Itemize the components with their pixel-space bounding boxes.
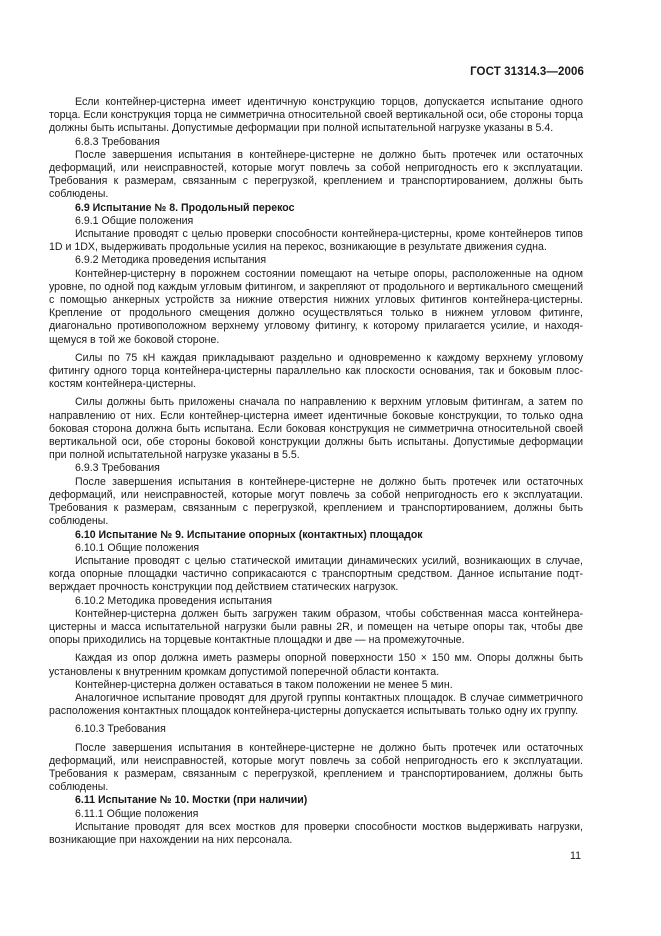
paragraph: Силы по 75 кН каждая прикладывают раздельно и одновременно к каждому верхнему угловому фитингу одного торца контейнера-цистерны параллельно как плоскости основания, так и боковым плоскостям контейнера-цистерны. — [49, 351, 583, 391]
paragraph: Испытание проводят для всех мостков для проверки способности мостков выдерживать нагрузки, возникающие при нахождении на них персонала. — [49, 820, 583, 846]
paragraph: Контейнер-цистерна должен оставаться в таком положении не менее 5 мин. — [75, 678, 453, 691]
subsection-heading: 6.9.3 Требования — [75, 462, 160, 475]
subsection-heading: 6.11.1 Общие положения — [75, 807, 199, 820]
standard-header: ГОСТ 31314.3—2006 — [470, 66, 584, 78]
paragraph: Контейнер-цистерну в порожнем состоянии помещают на четыре опоры, расположенные на одном уровне, по одной под каждым угловым фитингом, и закрепляют от продольного и вертикального смещений с помощью анкерных устройств за нижние отверстия нижних угловых фитингов контейнера-цистерны. Крепление от продольного смещения должно осуществляться только в нижнем угловом фитинге, диагонально противоположном верхнему угловому фитингу, к которому прилагается усилие, и находящемуся в той же боковой стороне. — [49, 267, 583, 346]
paragraph: Аналогичное испытание проводят для другой группы контактных площадок. В случае симметричного расположения контактных площадок контейнера-цистерны допускается испытывать только одну их группу. — [49, 691, 583, 718]
subsection-heading: 6.9.2 Методика проведения испытания — [75, 254, 267, 267]
paragraph: После завершения испытания в контейнере-цистерне не должно быть протечек или остаточных деформаций, или неисправностей, которые могут повлечь за собой непригодность его к эксплуатации. Требования к размерам, связанным с перегрузкой, креплением и транспортированием, должны быть соблюдены. — [49, 475, 583, 528]
section-heading: 6.9 Испытание № 8. Продольный перекос — [75, 201, 295, 214]
section-heading: 6.10 Испытание № 9. Испытание опорных (контактных) площадок — [75, 528, 423, 541]
paragraph: Испытание проводят с целью статической имитации динамических усилий, возникающих в случае, когда опорные площадки частично соприкасаются с транспортным средством. Данное испытание подтверждает прочность конструкции под действием статических нагрузок. — [49, 554, 583, 594]
paragraph: Если контейнер-цистерна имеет идентичную конструкцию торцов, допускается испытание одного торца. Если конструкция торца не симметрична относительной своей вертикальной оси, обе стороны торца должны быть испытаны. Допустимые деформации при полной испытательной нагрузке указаны в 5.4. — [49, 96, 583, 135]
paragraph: Силы должны быть приложены сначала по направлению к верхним угловым фитингам, а затем по направлению от них. Если контейнер-цистерна имеет идентичные боковые конструкции, то только одна боковая сторона должна быть испытана. Если боковая конструкция не симметрична относительной своей вертикальной оси, обе стороны боковой конструкции должны быть испытаны. Допустимые деформации при полной испытательной нагрузке указаны в 5.5. — [49, 396, 583, 462]
paragraph: После завершения испытания в контейнере-цистерне не должно быть протечек или остаточных деформаций, или неисправностей, которые могут повлечь за собой непригодность его к эксплуатации. Требования к размерам, связанным с перегрузкой, креплением и транспортированием, должны быть соблюдены. — [49, 741, 583, 794]
document-body — [49, 96, 583, 847]
paragraph: Каждая из опор должна иметь размеры опорной поверхности 150 × 150 мм. Опоры должны быть установлены к внутренним кромкам допустимой поперечной области контакта. — [49, 652, 583, 678]
paragraph: Испытание проводят с целью проверки способности контейнера-цистерны, кроме контейнеров типов 1D и 1DX, выдерживать продольные усилия на перекос, возникающие в результате движения судна. — [49, 228, 583, 254]
subsection-heading: 6.10.3 Требования — [75, 723, 166, 736]
subsection-heading: 6.10.1 Общие положения — [75, 541, 200, 554]
page-number: 11 — [570, 850, 581, 862]
subsection-heading: 6.8.3 Требования — [75, 135, 160, 148]
subsection-heading: 6.9.1 Общие положения — [75, 214, 194, 227]
subsection-heading: 6.10.2 Методика проведения испытания — [75, 594, 272, 607]
section-heading: 6.11 Испытание № 10. Мостки (при наличии) — [75, 794, 308, 807]
paragraph: После завершения испытания в контейнере-цистерне не должно быть протечек или остаточных деформаций, или неисправностей, которые могут повлечь за собой непригодность его к эксплуатации. Требования к размерам, связанным с перегрузкой, креплением и транспортированием, должны быть соблюдены. — [49, 148, 583, 201]
paragraph: Контейнер-цистерна должен быть загружен таким образом, чтобы собственная масса контейнера-цистерны и масса испытательной нагрузки были равны 2R, и помещен на четыре опоры так, чтобы две опоры приходились на торцевые контактные площадки и две — на промежуточные. — [49, 607, 583, 647]
